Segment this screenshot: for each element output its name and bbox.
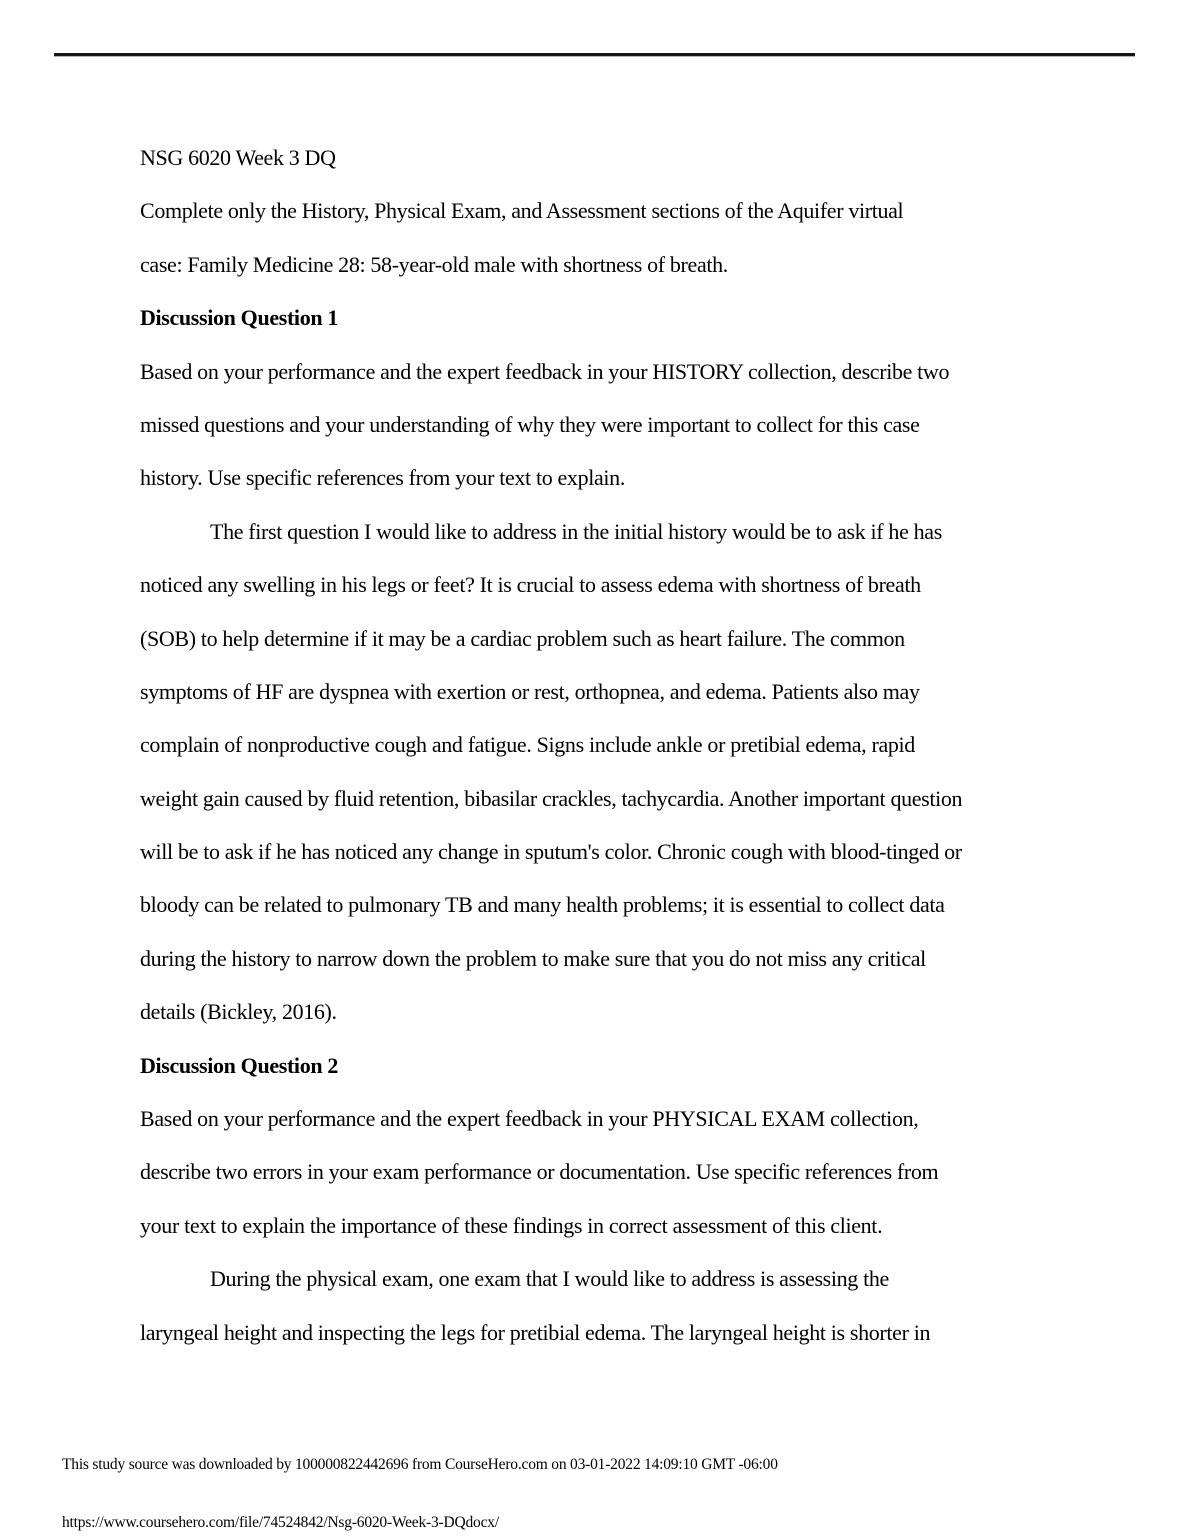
text-line: symptoms of HF are dyspnea with exertion or rest, orthopnea, and edema. Patients also may [140,678,920,704]
text-line: (SOB) to help determine if it may be a cardiac problem such as heart failure. The common [140,625,905,651]
text-line: complain of nonproductive cough and fatigue. Signs include ankle or pretibial edema, rapid [140,732,915,758]
text-line: Complete only the History, Physical Exam, and Assessment sections of the Aquifer virtual [140,198,904,224]
text-line: Based on your performance and the expert feedback in your PHYSICAL EXAM collection, [140,1106,919,1132]
text-line: bloody can be related to pulmonary TB and many health problems; it is essential to collect data [140,892,945,918]
text-line: laryngeal height and inspecting the legs for pretibial edema. The laryngeal height is shorter in [140,1319,931,1345]
heading-discussion-question-2: Discussion Question 2 [140,1052,339,1078]
text-line: your text to explain the importance of these findings in correct assessment of this client. [140,1212,883,1238]
text-line: During the physical exam, one exam that I would like to address is assessing the [210,1266,889,1292]
text-line: history. Use specific references from your text to explain. [140,465,625,491]
text-line: noticed any swelling in his legs or feet? It is crucial to assess edema with shortness of breath [140,572,921,598]
download-attribution: This study source was downloaded by 100000822442696 from CourseHero.com on 03-01-2022 14:09:10 GMT -06:00 [62,1456,778,1473]
heading-discussion-question-1: Discussion Question 1 [140,305,339,331]
text-line: weight gain caused by fluid retention, bibasilar crackles, tachycardia. Another important question [140,785,963,811]
text-line: Based on your performance and the expert feedback in your HISTORY collection, describe two [140,358,950,384]
text-line: during the history to narrow down the problem to make sure that you do not miss any critical [140,945,926,971]
text-line: missed questions and your understanding of why they were important to collect for this case [140,411,920,437]
text-line: will be to ask if he has noticed any change in sputum's color. Chronic cough with blood-tinged or [140,839,962,865]
text-line: The first question I would like to address in the initial history would be to ask if he has [210,518,942,544]
document-body [140,131,1140,1359]
text-line: describe two errors in your exam performance or documentation. Use specific references from [140,1159,939,1185]
text-line: details (Bickley, 2016). [140,999,337,1025]
doc-title: NSG 6020 Week 3 DQ [140,145,336,170]
text-line: case: Family Medicine 28: 58-year-old male with shortness of breath. [140,251,728,277]
source-url-link[interactable]: https://www.coursehero.com/file/74524842/Nsg-6020-Week-3-DQdocx/ [62,1514,499,1531]
header-rule [54,53,1135,57]
